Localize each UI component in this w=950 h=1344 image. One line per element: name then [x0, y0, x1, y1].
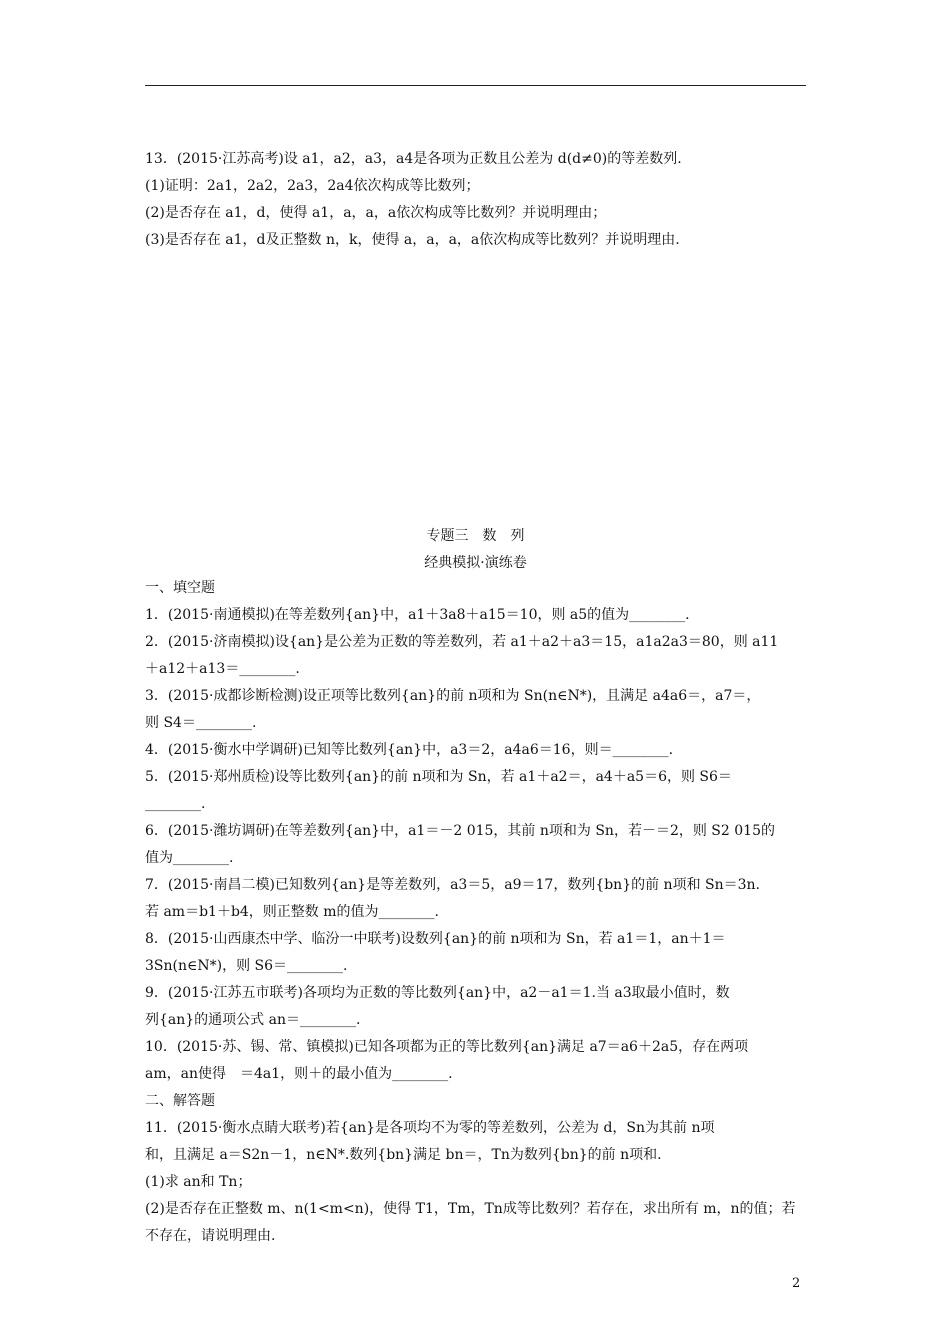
section-title: 专题三 数 列 [426, 528, 525, 544]
content-line: (1)求 an和 Tn； [145, 1174, 252, 1190]
content-line: 1．(2015·南通模拟)在等差数列{an}中，a1＋3a8＋a15＝10，则 a5的值为________. [145, 607, 690, 623]
content-line: 则 S4＝________. [145, 715, 257, 731]
section-heading [145, 523, 806, 577]
content-line: 8．(2015·山西康杰中学、临汾一中联考)设数列{an}的前 n项和为 Sn，若 a1＝1，an＋1＝ [145, 931, 726, 947]
content-line: 一、填空题 [145, 580, 215, 596]
header-rule [145, 85, 806, 86]
section-subtitle: 经典模拟·演练卷 [424, 555, 527, 571]
content-line: 2．(2015·济南模拟)设{an}是公差为正数的等差数列，若 a1＋a2＋a3＝15，a1a2a3＝80，则 a11 [145, 634, 779, 650]
content-line: 11．(2015·衡水点睛大联考)若{an}是各项均不为零的等差数列，公差为 d，Sn为其前 n项 [145, 1120, 715, 1136]
problem-13-line: (1)证明：2a1，2a2，2a3，2a4依次构成等比数列； [145, 178, 480, 194]
content-line: am，an使得 ＝4a1，则＋的最小值为________. [145, 1066, 453, 1082]
content-line: 不存在，请说明理由. [145, 1228, 276, 1244]
content-line: 9．(2015·江苏五市联考)各项均为正数的等比数列{an}中，a2－a1＝1.当 a3取最小值时，数 [145, 985, 730, 1001]
page-number: 2 [792, 1276, 801, 1291]
content-line: 二、解答题 [145, 1093, 215, 1109]
content-line: ________. [145, 796, 206, 812]
exercise-list [145, 575, 806, 1250]
content-line: 值为________. [145, 850, 234, 866]
problem-13-line: 13．(2015·江苏高考)设 a1，a2，a3，a4是各项为正数且公差为 d(d≠0)的等差数列. [145, 151, 682, 167]
content-line: 3．(2015·成都诊断检测)设正项等比数列{an}的前 n项和为 Sn(n∈N*)，且满足 a4a6＝，a7＝， [145, 688, 761, 704]
content-line: ＋a12＋a13＝________. [145, 661, 300, 677]
content-line: (2)是否存在正整数 m、n(1<m<n)，使得 T1，Tm，Tn成等比数列？若存在，求出所有 m，n的值；若 [145, 1201, 796, 1217]
problem-13 [145, 146, 806, 254]
content-line: 5．(2015·郑州质检)设等比数列{an}的前 n项和为 Sn，若 a1＋a2＝，a4＋a5＝6，则 S6＝ [145, 769, 732, 785]
content-line: 和，且满足 a＝S2n－1，n∈N*.数列{bn}满足 bn＝，Tn为数列{bn}的前 n项和. [145, 1147, 662, 1163]
problem-13-line: (3)是否存在 a1，d及正整数 n，k，使得 a，a，a，a依次构成等比数列？并说明理由. [145, 232, 680, 248]
content-line: 6．(2015·潍坊调研)在等差数列{an}中，a1＝－2 015，其前 n项和为 Sn，若－＝2，则 S2 015的 [145, 823, 775, 839]
content-line: 3Sn(n∈N*)，则 S6＝________. [145, 958, 348, 974]
problem-13-line: (2)是否存在 a1，d，使得 a1，a，a，a依次构成等比数列？并说明理由； [145, 205, 607, 221]
content-line: 10．(2015·苏、锡、常、镇模拟)已知各项都为正的等比数列{an}满足 a7＝a6＋2a5，存在两项 [145, 1039, 749, 1055]
content-line: 7．(2015·南昌二模)已知数列{an}是等差数列，a3＝5，a9＝17，数列{bn}的前 n项和 Sn＝3n. [145, 877, 761, 893]
content-line: 若 am＝b1＋b4，则正整数 m的值为________. [145, 904, 439, 920]
content-line: 列{an}的通项公式 an＝________. [145, 1012, 361, 1028]
content-line: 4．(2015·衡水中学调研)已知等比数列{an}中，a3＝2，a4a6＝16，则＝________. [145, 742, 674, 758]
